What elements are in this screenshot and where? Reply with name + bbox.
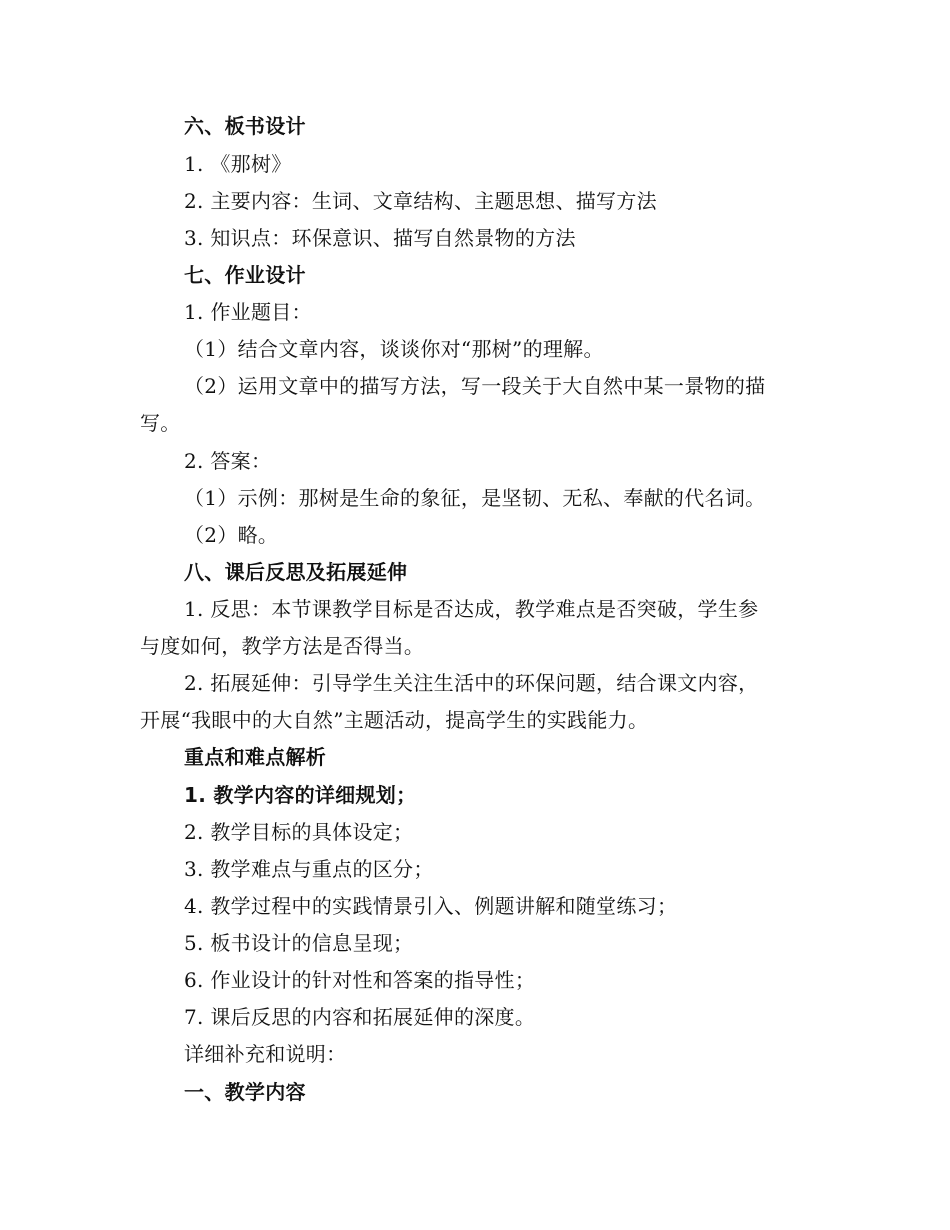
homework-question-2: （2）运用文章中的描写方法，写一段关于大自然中某一景物的描 (184, 374, 766, 398)
key-point-1: 1. 教学内容的详细规划； (184, 783, 417, 807)
blackboard-item-2: 2. 主要内容：生词、文章结构、主题思想、描写方法 (184, 189, 657, 213)
reflection-item-2-continuation: 开展“我眼中的大自然”主题活动，提高学生的实践能力。 (140, 708, 649, 732)
answer-2: （2）略。 (184, 523, 279, 547)
reflection-item-1-continuation: 与度如何，教学方法是否得当。 (140, 634, 425, 658)
key-point-5: 5. 板书设计的信息呈现； (184, 931, 414, 955)
homework-question-2-continuation: 写。 (140, 411, 181, 435)
key-point-6: 6. 作业设计的针对性和答案的指导性； (184, 968, 536, 992)
heading-teaching-content: 一、教学内容 (184, 1080, 306, 1104)
reflection-item-1: 1. 反思：本节课教学目标是否达成，教学难点是否突破，学生参 (184, 597, 759, 621)
homework-item-2: 2. 答案： (184, 449, 272, 473)
heading-homework-design: 七、作业设计 (184, 263, 306, 287)
heading-reflection-extension: 八、课后反思及拓展延伸 (184, 560, 408, 584)
reflection-item-2: 2. 拓展延伸：引导学生关注生活中的环保问题，结合课文内容， (184, 671, 759, 695)
key-point-4: 4. 教学过程中的实践情景引入、例题讲解和随堂练习； (184, 894, 678, 918)
homework-question-1: （1）结合文章内容，谈谈你对“那树”的理解。 (184, 337, 604, 361)
blackboard-item-3: 3. 知识点：环保意识、描写自然景物的方法 (184, 226, 576, 250)
heading-key-difficult-points: 重点和难点解析 (184, 745, 327, 769)
answer-1: （1）示例：那树是生命的象征，是坚韧、无私、奉献的代名词。 (184, 486, 766, 510)
supplement-heading: 详细补充和说明： (184, 1042, 347, 1066)
homework-item-1: 1. 作业题目： (184, 300, 312, 324)
heading-blackboard-design: 六、板书设计 (184, 114, 306, 138)
key-point-2: 2. 教学目标的具体设定； (184, 820, 414, 844)
blackboard-item-1: 1. 《那树》 (184, 152, 292, 176)
key-point-3: 3. 教学难点与重点的区分； (184, 857, 434, 881)
key-point-7: 7. 课后反思的内容和拓展延伸的深度。 (184, 1005, 536, 1029)
